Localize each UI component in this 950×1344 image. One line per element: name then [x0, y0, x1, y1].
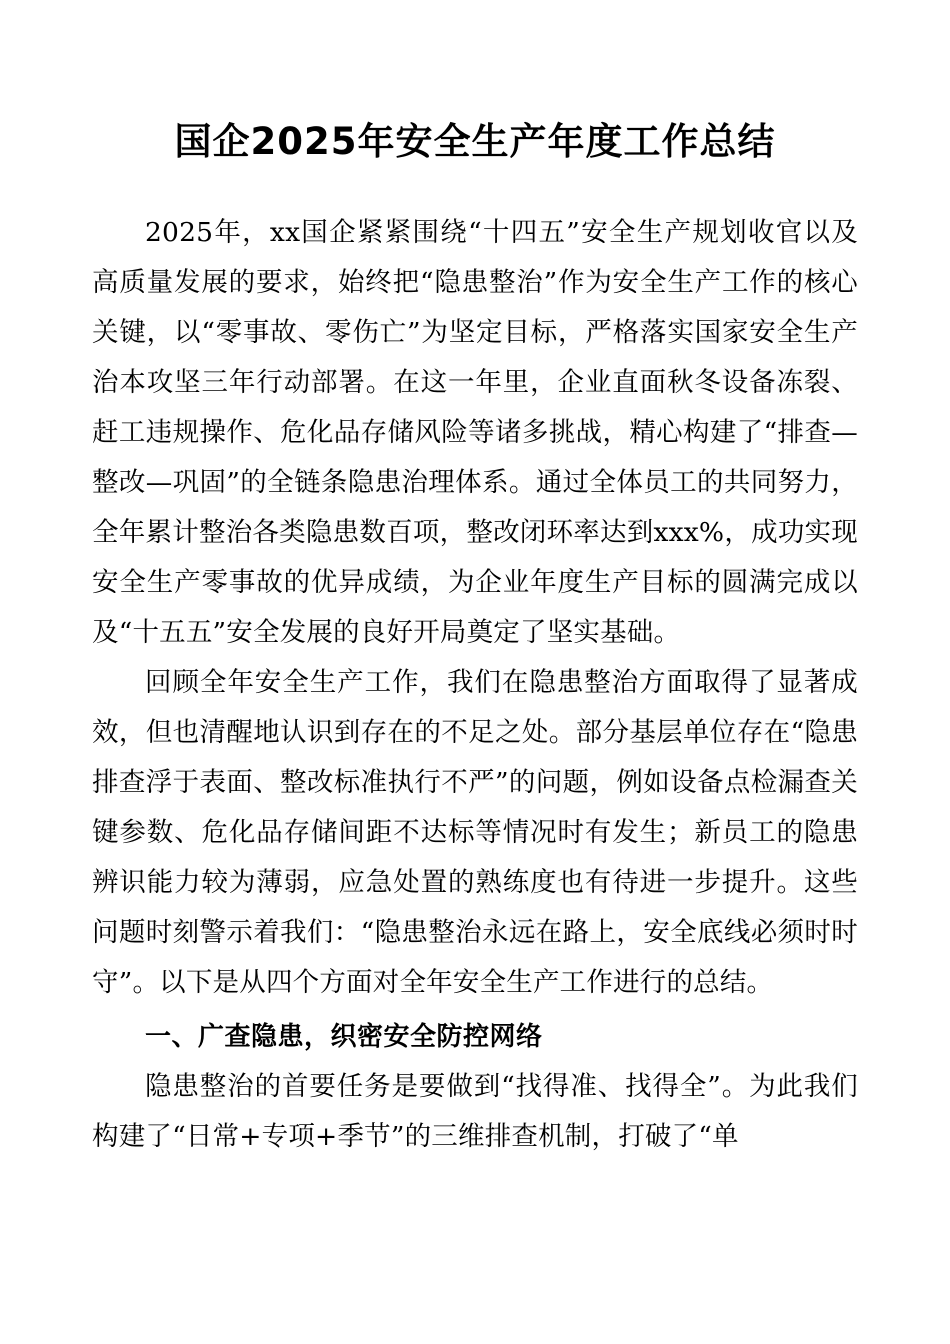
section-heading-1: 一、广查隐患，织密安全防控网络 — [145, 1022, 543, 1053]
section-paragraph-1: 隐患整治的首要任务是要做到“找得准、找得全”。为此我们构建了“日常+专项+季节”的三维排查机制，打破了“单 — [92, 1071, 858, 1153]
page-title: 国企2025年安全生产年度工作总结 — [174, 120, 776, 163]
paragraph-1: 2025年，xx国企紧紧围绕“十四五”安全生产规划收官以及高质量发展的要求，始终把“隐患整治”作为安全生产工作的核心关键，以“零事故、零伤亡”为坚定目标，严格落实国家安全生产治本攻坚三年行动部署。在这一年里，企业直面秋冬设备冻裂、赶工违规操作、危化品存储风险等诸多挑战，精心构建了“排查—整改—巩固”的全链条隐患治理体系。通过全体员工的共同努力，全年累计整治各类隐患数百项，整改闭环率达到xxx%，成功实现安全生产零事故的优异成绩，为企业年度生产目标的圆满完成以及“十五五”安全发展的良好开局奠定了坚实基础。 — [92, 217, 858, 649]
paragraph-2: 回顾全年安全生产工作，我们在隐患整治方面取得了显著成效，但也清醒地认识到存在的不足之处。部分基层单位存在“隐患排查浮于表面、整改标准执行不严”的问题，例如设备点检漏查关键参数、危化品存储间距不达标等情况时有发生；新员工的隐患辨识能力较为薄弱，应急处置的熟练度也有待进一步提升。这些问题时刻警示着我们：“隐患整治永远在路上，安全底线必须时时守”。以下是从四个方面对全年安全生产工作进行的总结。 — [92, 667, 858, 999]
